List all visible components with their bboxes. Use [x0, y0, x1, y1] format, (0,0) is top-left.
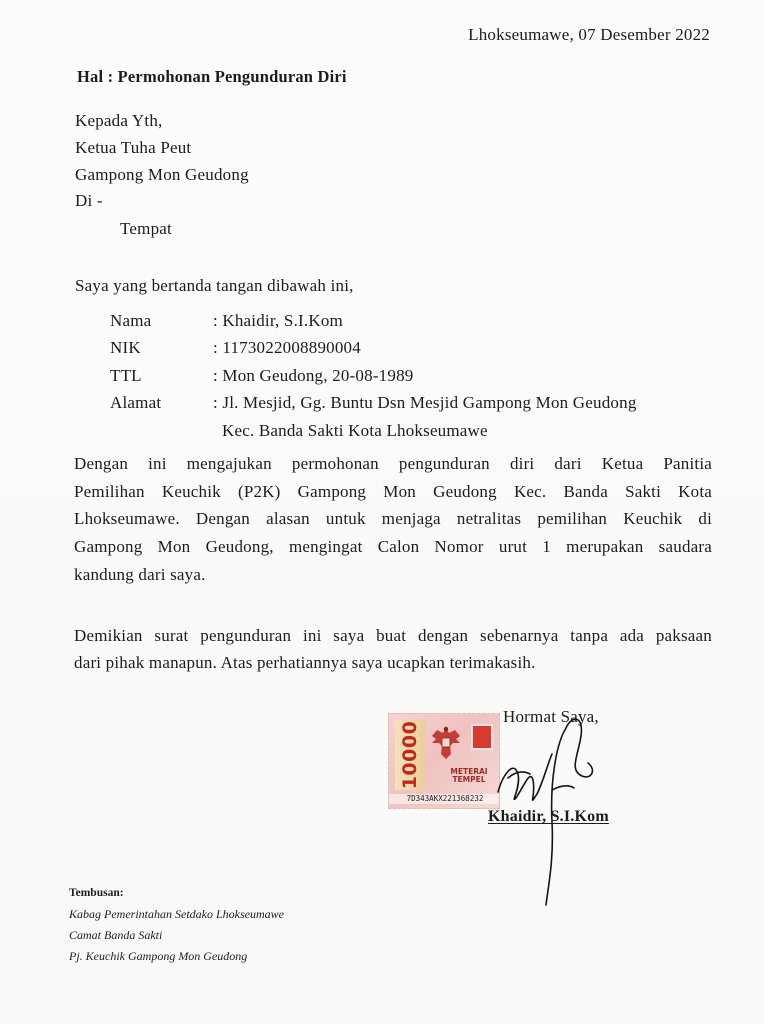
stamp-label-line1: METERAI [450, 767, 488, 776]
field-value-alamat: : Jl. Mesjid, Gg. Buntu Dsn Mesjid Gampong Mon Geudong [213, 393, 637, 412]
field-label-nik: NIK [110, 338, 141, 357]
recipient-salutation: Kepada Yth, [75, 111, 163, 130]
cc-title: Tembusan: [69, 887, 124, 899]
recipient-place: Tempat [120, 219, 172, 238]
field-value-nik: : 1173022008890004 [213, 338, 361, 357]
stamp-value: 10000 [399, 720, 421, 790]
letter-date: Lhokseumawe, 07 Desember 2022 [468, 25, 710, 44]
stamp-serial: 7D343AKX221368232 [389, 794, 500, 804]
recipient-title: Ketua Tuha Peut [75, 138, 192, 157]
field-value-alamat-continuation: Kec. Banda Sakti Kota Lhokseumawe [222, 421, 488, 440]
body-line: kandung dari saya. [74, 565, 206, 584]
cc-item: Pj. Keuchik Gampong Mon Geudong [69, 949, 248, 963]
closing-line: Demikian surat pengunduran ini saya buat dengan sebenarnya tanpa ada paksaan [74, 626, 712, 645]
body-line: Dengan ini mengajukan permohonan pengunduran diri dari Ketua Panitia [74, 454, 712, 473]
field-value-nama: : Khaidir, S.I.Kom [213, 311, 343, 330]
body-line: Lhokseumawe. Dengan alasan untuk menjaga netralitas pemilihan Keuchik di [74, 509, 712, 528]
recipient-village: Gampong Mon Geudong [75, 165, 249, 184]
field-value-ttl: : Mon Geudong, 20-08-1989 [213, 366, 414, 385]
signatory-name: Khaidir, S.I.Kom [488, 808, 609, 825]
body-line: Pemilihan Keuchik (P2K) Gampong Mon Geudong Kec. Banda Sakti Kota [74, 482, 712, 501]
signature-greeting: Hormat Saya, [503, 707, 599, 726]
field-label-alamat: Alamat [110, 393, 162, 412]
intro-text: Saya yang bertanda tangan dibawah ini, [75, 276, 354, 295]
field-label-ttl: TTL [110, 366, 142, 385]
body-line: Gampong Mon Geudong, mengingat Calon Nomor urut 1 merupakan saudara [74, 537, 712, 556]
closing-line: dari pihak manapun. Atas perhatiannya saya ucapkan terimakasih. [74, 653, 536, 672]
stamp-label-line2: TEMPEL [452, 775, 486, 784]
cc-item: Camat Banda Sakti [69, 928, 163, 942]
field-label-nama: Nama [110, 311, 152, 330]
handwritten-signature [470, 700, 610, 910]
letter-subject: Hal : Permohonan Pengunduran Diri [77, 67, 347, 86]
cc-item: Kabag Pemerintahan Setdako Lhokseumawe [69, 907, 284, 921]
recipient-di: Di - [75, 191, 103, 210]
garuda-emblem-icon [429, 724, 463, 762]
